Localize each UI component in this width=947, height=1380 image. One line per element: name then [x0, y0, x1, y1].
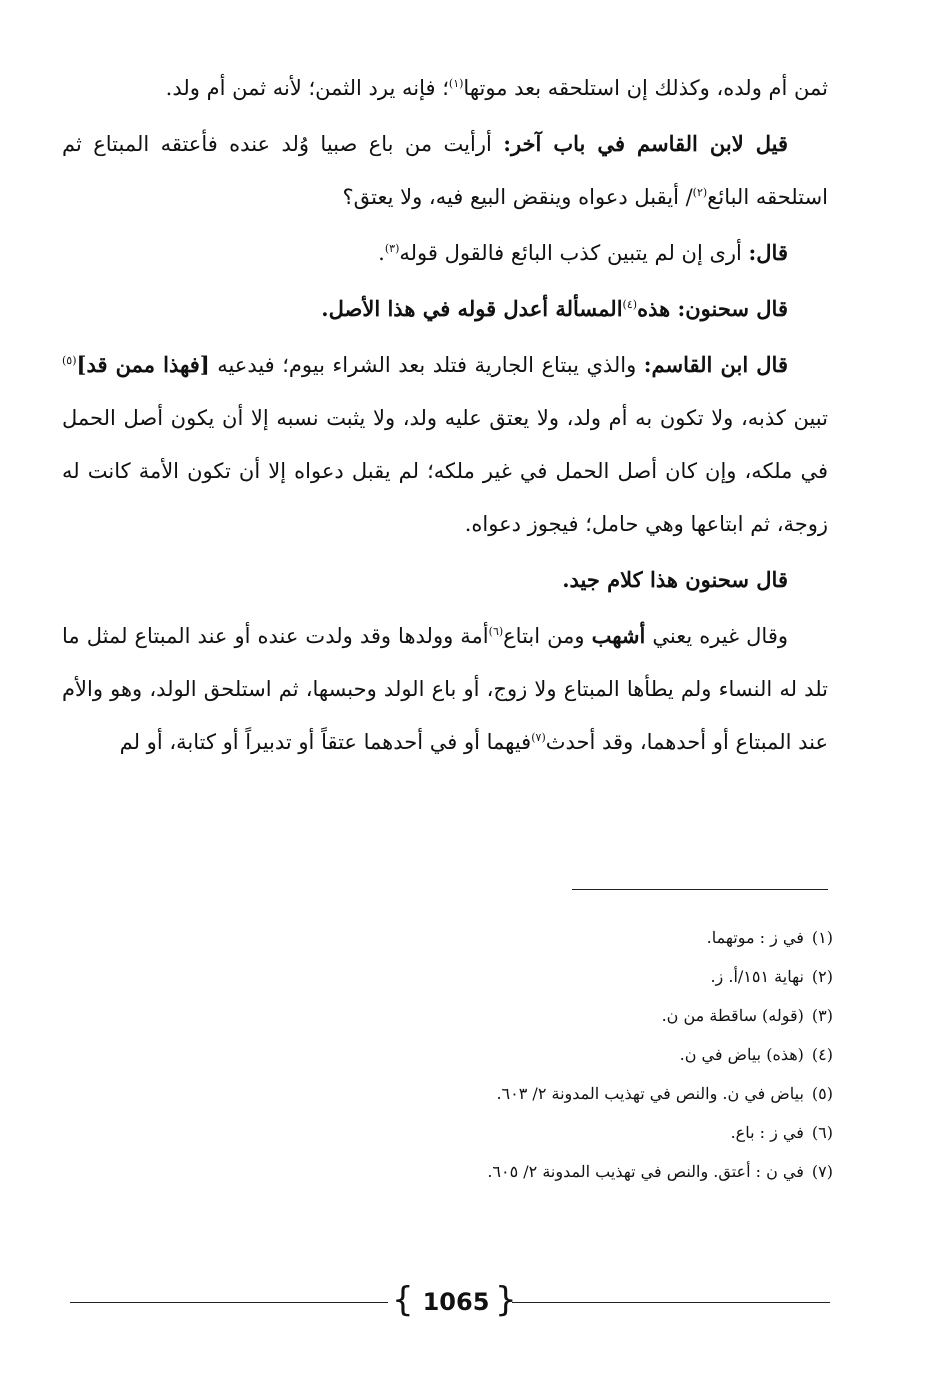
footnote-ref-7: (٧): [531, 731, 546, 744]
footnote-1: [300, 918, 833, 957]
footnote-ref-1: (١): [448, 77, 464, 90]
footnote-text: (هذه) بياض في ن.: [679, 1045, 804, 1064]
paragraph-6: [62, 553, 828, 607]
footnote-5: [300, 1074, 833, 1113]
main-text: [62, 62, 828, 769]
brace-right-icon: }: [495, 1280, 517, 1320]
paragraph-text: ومن ابتاع: [503, 624, 592, 648]
footnote-number: (١): [811, 928, 833, 947]
footnote-ref-5: (٥): [62, 354, 77, 367]
paragraph-text: ؛ فإنه يرد الثمن؛ لأنه ثمن أم ولد.: [165, 76, 449, 100]
footnotes: [300, 918, 833, 1191]
footnote-text: بياض في ن. والنص في تهذيب المدونة ٢/ ٦٠٣.: [496, 1084, 804, 1103]
footer-rule-left: [70, 1302, 388, 1303]
paragraph-text: فيهما أو في أحدهما عتقاً أو تدبيراً أو كتابة، أو لم: [119, 730, 532, 754]
paragraph-text: ثمن أم ولده، وكذلك إن استلحقه بعد موتها: [463, 76, 828, 100]
paragraph-5: [62, 338, 828, 551]
paragraph-lead: قيل لابن القاسم في باب آخر:: [503, 131, 788, 156]
paragraph-4: [62, 282, 828, 336]
footnote-ref-4: (٤): [622, 298, 638, 311]
bold-name: أشهب: [591, 623, 646, 648]
footnote-text: في ز : موتهما.: [706, 928, 804, 947]
footnote-ref-3: (٣): [384, 242, 400, 255]
footnote-number: (٥): [811, 1084, 833, 1103]
footnote-number: (٣): [811, 1006, 833, 1025]
paragraph-text: .: [378, 241, 385, 265]
paragraph-text: والذي يبتاع الجارية فتلد بعد الشراء بيوم؛ فيدعيه: [209, 353, 644, 377]
paragraph-text: أرى إن لم يتبين كذب البائع فالقول قوله: [399, 241, 749, 265]
paragraph-3: [62, 226, 828, 280]
paragraph-lead: قال ابن القاسم:: [643, 352, 788, 377]
paragraph-text: / أيقبل دعواه وينقض البيع فيه، ولا يعتق؟: [342, 185, 693, 209]
footnote-text: في ز : باع.: [730, 1123, 804, 1142]
paragraph-lead: قال سحنون: هذه: [637, 296, 788, 321]
footnote-text: نهاية ١٥١/أ. ز.: [710, 967, 804, 986]
paragraph-lead: قال:: [748, 240, 788, 265]
page-footer: [70, 1280, 830, 1328]
footnote-number: (٦): [811, 1123, 833, 1142]
paragraph-2: [62, 117, 828, 224]
footnote-number: (٢): [811, 967, 833, 986]
paragraph-lead: قال سحنون هذا كلام جيد.: [562, 567, 788, 592]
footnote-number: (٧): [811, 1162, 833, 1181]
paragraph-1: [62, 62, 828, 115]
footnote-ref-2: (٢): [692, 186, 708, 199]
paragraph-text: وقال غيره يعني: [645, 624, 789, 648]
page-number: 1065: [422, 1288, 490, 1316]
brace-left-icon: {: [392, 1280, 414, 1320]
footer-rule-right: [512, 1302, 830, 1303]
footnote-number: (٤): [811, 1045, 833, 1064]
footnote-7: [300, 1152, 833, 1191]
paragraph-text: المسألة أعدل قوله في هذا الأصل.: [321, 296, 623, 321]
footnote-3: [300, 996, 833, 1035]
paragraph-text: أرأيت من باع صبيا وُلد عنده فأعتقه المبتاع ثم استلحقه البائع: [62, 132, 828, 209]
footnote-6: [300, 1113, 833, 1152]
paragraph-text: تبين كذبه، ولا تكون به أم ولد، ولا يعتق عليه ولد، ولا يثبت نسبه إلا أن يكون أصل الحمل في ملكه، وإن كان أصل الحمل في غير ملكه؛ لم يقبل دعواه إلا أن تكون الأمة كانت له زوجة، ثم ابتاعها وهي حامل؛ فيجوز دعواه.: [62, 406, 828, 536]
footnote-ref-6: (٦): [488, 625, 504, 638]
bracketed-text: [فهذا ممن قد]: [76, 352, 210, 377]
footnote-text: (قوله) ساقطة من ن.: [661, 1006, 804, 1025]
paragraph-text: أمة وولدها وقد ولدت عنده أو عند المبتاع لمثل ما تلد له النساء ولم يطأها المبتاع ولا زوج، أو باع الولد وحبسها، ثم استلحق الولد، وهو والأم عند المبتاع أو أحدهما، وقد أحدث: [62, 624, 828, 754]
paragraph-7: [62, 609, 828, 769]
footnote-2: [300, 957, 833, 996]
footnote-4: [300, 1035, 833, 1074]
footnote-divider: [572, 889, 828, 890]
footnote-text: في ن : أعتق. والنص في تهذيب المدونة ٢/ ٦٠٥.: [487, 1162, 804, 1181]
